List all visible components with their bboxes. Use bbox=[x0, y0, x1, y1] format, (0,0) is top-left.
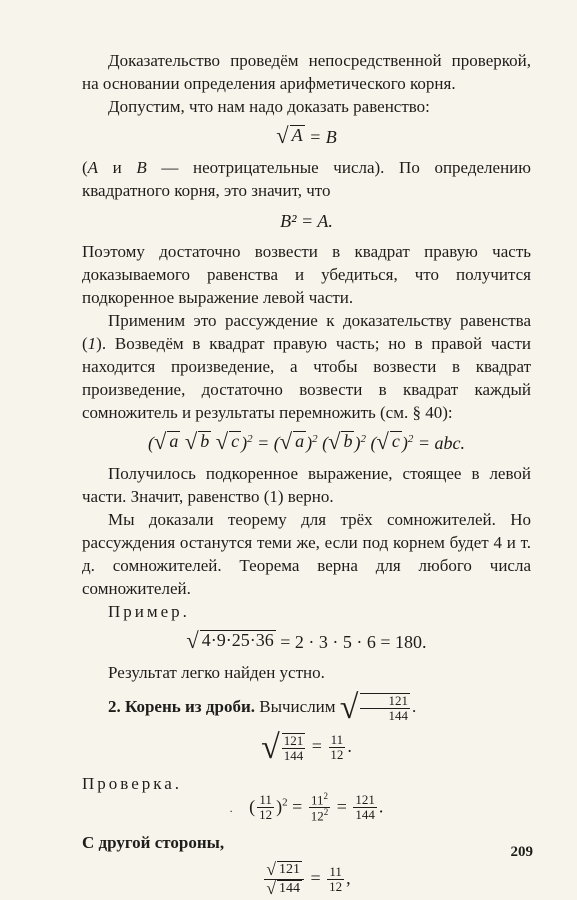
formula-1-rhs: = B bbox=[309, 126, 337, 147]
example-label: Пример. bbox=[108, 601, 190, 621]
formula-check: . ( $\frac{11}{12}$ )$^2$ = $\frac{11^2}{12^2}$ = $\frac{121}{144}$ . bbox=[229, 790, 384, 824]
check-label: Проверка. bbox=[82, 773, 183, 793]
formula-sqrt-fraction: √ $\frac{121}{144}$ = $\frac{11}{12}$ . bbox=[261, 728, 352, 766]
formula-product-squared: ( √ a √ b √ c )$^2$ = ( √ a )$^2$ ( √ b )$^2$ ( √ c )$^2$ = abc. bbox=[148, 428, 465, 454]
section-title: 2. Корень из дроби. bbox=[108, 696, 255, 716]
formula-b-squared: B² = A. bbox=[280, 210, 333, 231]
paragraph-3: (A и B — неотрицательные числа). По определению квадратного корня, это значит, что bbox=[82, 158, 531, 201]
paragraph-6: Получилось подкоренное выражение, стоящее в левой части. Значит, равенство (1) верно. bbox=[82, 464, 531, 507]
radicand-a: A bbox=[290, 125, 305, 148]
paragraph-8: Результат легко найден устно. bbox=[108, 662, 325, 682]
page-number: 209 bbox=[510, 843, 533, 860]
paragraph-7: Мы доказали теорему для трёх сомножителей. Но рассуждения останутся теми же, если под корнем будет 4 и т. д. сомножителей. Теорема верна для любого числа сомножителей. bbox=[82, 509, 531, 598]
other-side-label: С другой стороны, bbox=[82, 833, 225, 853]
paragraph-4: Поэтому достаточно возвести в квадрат правую часть доказываемого равенства и убедиться, что получится подкоренное выражение левой части. bbox=[82, 242, 531, 308]
formula-sqrt-a-equals-b: √ A = B bbox=[276, 122, 337, 148]
section-2: 2. Корень из дроби. Вычислим √ $\frac{121}{144}$ . bbox=[108, 688, 417, 726]
paragraph-5: Применим это рассуждение к доказательству равенства (1). Возведём в квадрат правую часть; но в правой части находится произведение, а чтобы возвести в квадрат произведение, достаточно возвести в квадрат каждый сомножитель и результаты перемножить (см. § 40): bbox=[82, 311, 531, 422]
paragraph-1: Доказательство проведём непосредственной проверкой, на основании определения арифметического корня. bbox=[82, 51, 531, 93]
formula-example: √ 4·9·25·36 = 2 · 3 · 5 · 6 = 180. bbox=[186, 627, 427, 653]
paragraph-2: Допустим, что нам надо доказать равенство: bbox=[108, 96, 430, 116]
formula-other-side: √ 121 √ 144 = $\frac{11}{12}$ , bbox=[266, 859, 351, 899]
